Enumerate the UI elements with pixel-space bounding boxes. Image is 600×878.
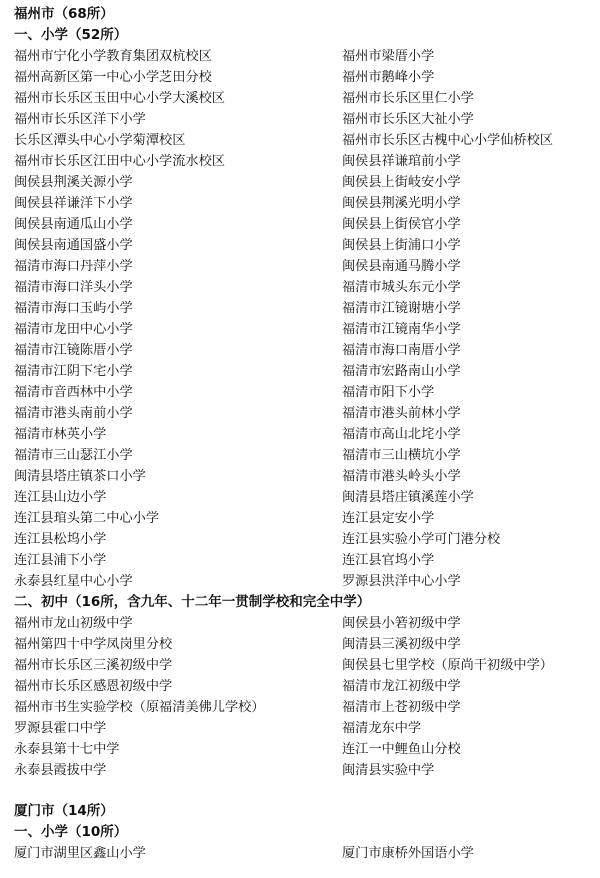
school-name: 福清市江阴下宅小学 bbox=[14, 364, 133, 379]
school-name: 福清龙东中学 bbox=[342, 721, 422, 736]
school-name: 福清市城头东元小学 bbox=[342, 280, 461, 295]
school-name: 福清市林英小学 bbox=[14, 427, 107, 442]
school-name: 福州市长乐区里仁小学 bbox=[342, 91, 474, 106]
school-name: 连江县实验小学可门港分校 bbox=[342, 532, 501, 547]
school-name: 福州第四十中学凤岗里分校 bbox=[14, 637, 173, 652]
school-name: 闽清县三溪初级中学 bbox=[342, 637, 461, 652]
school-name: 福清市海口洋头小学 bbox=[14, 280, 133, 295]
school-name: 福清市港头岭头小学 bbox=[342, 469, 461, 484]
school-name: 福清市江镜陈厝小学 bbox=[14, 343, 133, 358]
school-name: 福清市海口丹萍小学 bbox=[14, 259, 133, 274]
school-name: 福州市龙山初级中学 bbox=[14, 616, 133, 631]
school-name: 厦门市湖里区鑫山小学 bbox=[14, 846, 146, 861]
school-name: 长乐区潭头中心小学菊潭校区 bbox=[14, 133, 186, 148]
school-name: 连江县官坞小学 bbox=[342, 553, 435, 568]
school-name: 福清市江镜南华小学 bbox=[342, 322, 461, 337]
school-name: 福清市三山瑟江小学 bbox=[14, 448, 133, 463]
school-name: 福州市长乐区洋下小学 bbox=[14, 112, 146, 127]
city-heading-xiamen: 厦门市（14所） bbox=[14, 803, 114, 819]
school-name: 连江一中鲤鱼山分校 bbox=[342, 742, 461, 757]
school-name: 福州市梁厝小学 bbox=[342, 49, 435, 64]
school-name: 连江县琯头第二中心小学 bbox=[14, 511, 160, 526]
school-name: 闽侯县七里学校（原尚干初级中学） bbox=[342, 658, 553, 673]
school-name: 福州市长乐区三溪初级中学 bbox=[14, 658, 173, 673]
school-name: 福清市港头南前小学 bbox=[14, 406, 133, 421]
school-name: 福州高新区第一中心小学芝田分校 bbox=[14, 70, 212, 85]
school-name: 福清市龙田中心小学 bbox=[14, 322, 133, 337]
school-name: 闽侯县南通瓜山小学 bbox=[14, 217, 133, 232]
school-name: 福清市宏路南山小学 bbox=[342, 364, 461, 379]
school-list-fuzhou-primary bbox=[14, 46, 600, 592]
school-name: 闽侯县南通国盛小学 bbox=[14, 238, 133, 253]
school-name: 闽侯县荆溪光明小学 bbox=[342, 196, 461, 211]
school-name: 闽侯县祥谦洋下小学 bbox=[14, 196, 133, 211]
school-name: 罗源县霍口中学 bbox=[14, 721, 107, 736]
school-list-fuzhou-middle bbox=[14, 613, 600, 781]
school-name: 福州市鹅峰小学 bbox=[342, 70, 435, 85]
school-name: 闽侯县荆溪关源小学 bbox=[14, 175, 133, 190]
school-name: 福清市音西林中小学 bbox=[14, 385, 133, 400]
school-name: 永泰县霞拔中学 bbox=[14, 763, 107, 778]
school-name: 福清市阳下小学 bbox=[342, 385, 435, 400]
school-name: 闽侯县上街岐安小学 bbox=[342, 175, 461, 190]
school-name: 福清市上苍初级中学 bbox=[342, 700, 461, 715]
section-heading-primary-xiamen: 一、小学（10所） bbox=[14, 824, 128, 840]
section-heading-primary-fuzhou: 一、小学（52所） bbox=[14, 27, 128, 43]
school-name: 福州市长乐区古槐中心小学仙桥校区 bbox=[342, 133, 553, 148]
school-name: 福清市海口南厝小学 bbox=[342, 343, 461, 358]
school-name: 福清市龙江初级中学 bbox=[342, 679, 461, 694]
school-name: 闽侯县上街浦口小学 bbox=[342, 238, 461, 253]
school-name: 连江县松坞小学 bbox=[14, 532, 107, 547]
school-name: 闽侯县祥谦琯前小学 bbox=[342, 154, 461, 169]
school-name: 福清市三山横坑小学 bbox=[342, 448, 461, 463]
school-name: 福州市宁化小学教育集团双杭校区 bbox=[14, 49, 212, 64]
school-name: 闽侯县南通马腾小学 bbox=[342, 259, 461, 274]
school-name: 福州市长乐区江田中心小学流水校区 bbox=[14, 154, 225, 169]
school-name: 福州市长乐区玉田中心小学大溪校区 bbox=[14, 91, 225, 106]
city-heading-fuzhou: 福州市（68所） bbox=[14, 6, 114, 22]
school-name: 福清市江镜谢塘小学 bbox=[342, 301, 461, 316]
school-name: 福清市海口玉屿小学 bbox=[14, 301, 133, 316]
school-name: 连江县山边小学 bbox=[14, 490, 107, 505]
school-name: 福州市长乐区感恩初级中学 bbox=[14, 679, 173, 694]
school-name: 福清市高山北垞小学 bbox=[342, 427, 461, 442]
school-name: 福州市长乐区大祉小学 bbox=[342, 112, 474, 127]
section-heading-middle-fuzhou: 二、初中（16所，含九年、十二年一贯制学校和完全中学） bbox=[14, 594, 371, 610]
school-name: 闽清县塔庄镇茶口小学 bbox=[14, 469, 146, 484]
school-name: 闽侯县上街侯官小学 bbox=[342, 217, 461, 232]
school-name: 厦门市康桥外国语小学 bbox=[342, 846, 474, 861]
school-name: 闽侯县小箬初级中学 bbox=[342, 616, 461, 631]
school-name: 福州市书生实验学校（原福清美佛儿学校） bbox=[14, 700, 265, 715]
school-name: 闽清县实验中学 bbox=[342, 763, 435, 778]
school-list-xiamen-primary bbox=[14, 843, 600, 864]
school-name: 罗源县洪洋中心小学 bbox=[342, 574, 461, 589]
school-name: 连江县定安小学 bbox=[342, 511, 435, 526]
school-name: 永泰县第十七中学 bbox=[14, 742, 120, 757]
school-name: 闽清县塔庄镇溪莲小学 bbox=[342, 490, 474, 505]
school-name: 连江县浦下小学 bbox=[14, 553, 107, 568]
school-name: 福清市港头前林小学 bbox=[342, 406, 461, 421]
section-spacer bbox=[14, 781, 600, 801]
school-name: 永泰县红星中心小学 bbox=[14, 574, 133, 589]
